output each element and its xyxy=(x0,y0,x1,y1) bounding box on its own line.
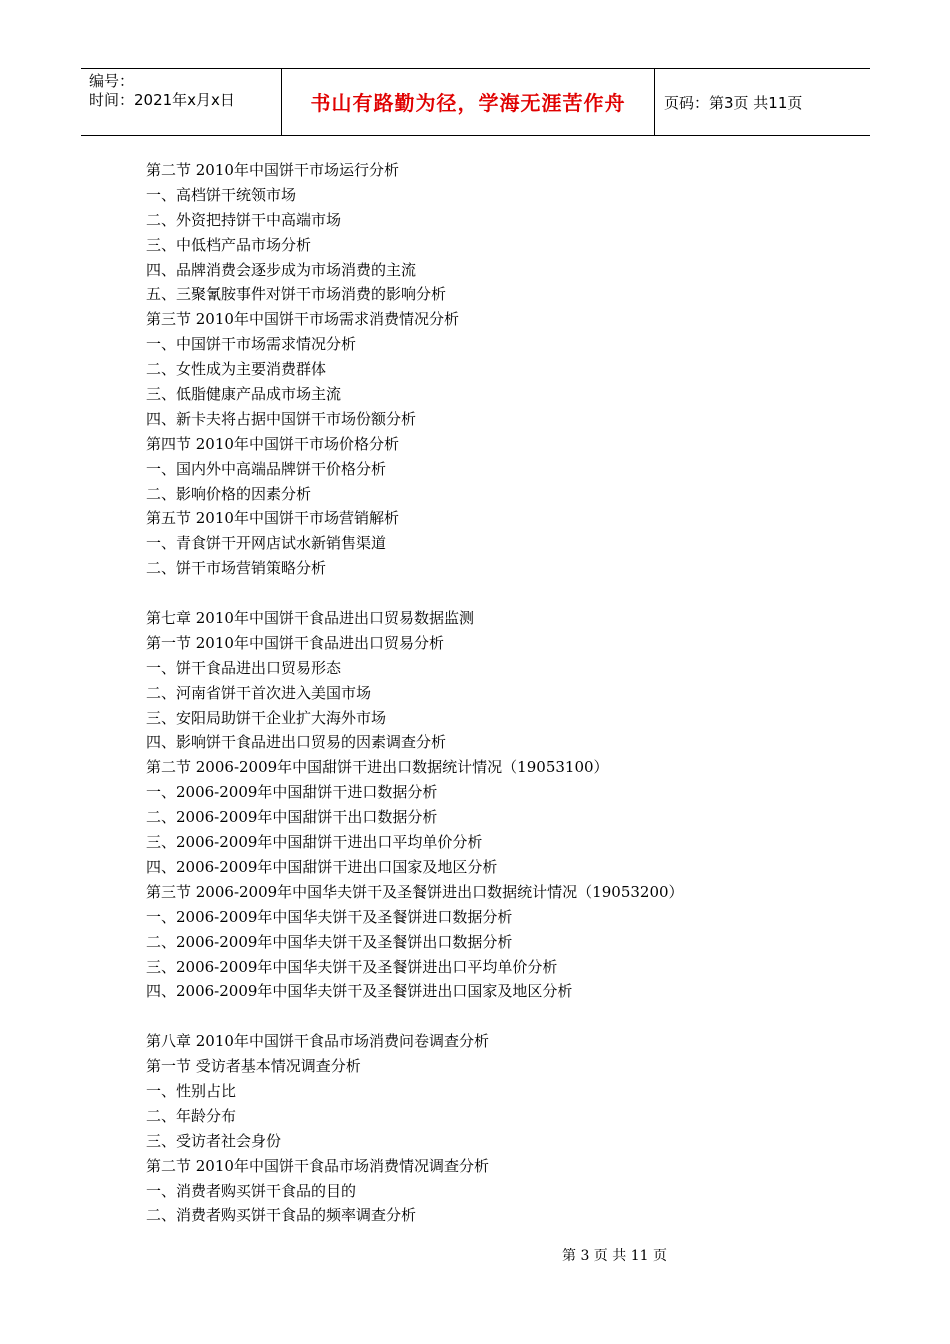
toc-entry: 五、三聚氰胺事件对饼干市场消费的影响分析 xyxy=(146,285,447,304)
toc-entry: 四、新卡夫将占据中国饼干市场份额分析 xyxy=(146,409,417,428)
footer-page-number: 第 3 页 共 11 页 xyxy=(562,1248,667,1264)
toc-entry: 一、国内外中高端品牌饼干价格分析 xyxy=(146,459,387,478)
toc-entry: 一、消费者购买饼干食品的目的 xyxy=(146,1181,357,1200)
toc-entry: 第四节 2010年中国饼干市场价格分析 xyxy=(146,434,399,453)
toc-entry: 二、2006-2009年中国甜饼干出口数据分析 xyxy=(146,808,438,827)
toc-entry: 第八章 2010年中国饼干食品市场消费问卷调查分析 xyxy=(146,1032,489,1051)
toc-entry: 二、饼干市场营销策略分析 xyxy=(146,559,327,578)
toc-entry: 三、2006-2009年中国甜饼干进出口平均单价分析 xyxy=(146,833,483,852)
toc-spacer xyxy=(146,1004,846,1029)
toc-entry: 第一节 2010年中国饼干食品进出口贸易分析 xyxy=(146,633,444,652)
header-page-info: 页码：第3页 共11页 xyxy=(664,94,803,112)
toc-entry: 一、2006-2009年中国华夫饼干及圣餐饼进口数据分析 xyxy=(146,907,513,926)
page-header xyxy=(81,68,870,136)
toc-spacer xyxy=(146,581,846,606)
toc-entry: 二、2006-2009年中国华夫饼干及圣餐饼出口数据分析 xyxy=(146,932,513,951)
toc-entry: 三、2006-2009年中国华夫饼干及圣餐饼进出口平均单价分析 xyxy=(146,957,558,976)
toc-entry: 第三节 2010年中国饼干市场需求消费情况分析 xyxy=(146,310,459,329)
toc-entry: 三、低脂健康产品成市场主流 xyxy=(146,385,342,404)
toc-entry: 三、受访者社会身份 xyxy=(146,1131,282,1150)
toc-entry: 四、影响饼干食品进出口贸易的因素调查分析 xyxy=(146,733,447,752)
toc-entry: 一、饼干食品进出口贸易形态 xyxy=(146,658,342,677)
toc-entry: 二、消费者购买饼干食品的频率调查分析 xyxy=(146,1206,417,1225)
document-number-label: 编号： xyxy=(89,72,135,90)
header-meta xyxy=(81,69,282,135)
toc-entry: 二、女性成为主要消费群体 xyxy=(146,360,327,379)
toc-entry: 二、年龄分布 xyxy=(146,1106,237,1125)
table-of-contents xyxy=(146,158,846,1228)
toc-entry: 一、高档饼干统领市场 xyxy=(146,185,297,204)
toc-entry: 一、2006-2009年中国甜饼干进口数据分析 xyxy=(146,783,438,802)
toc-entry: 第五节 2010年中国饼干市场营销解析 xyxy=(146,509,399,528)
toc-entry: 二、河南省饼干首次进入美国市场 xyxy=(146,683,372,702)
document-date: 时间：2021年x月x日 xyxy=(89,91,235,109)
toc-entry: 四、2006-2009年中国甜饼干进出口国家及地区分析 xyxy=(146,857,498,876)
toc-entry: 第二节 2010年中国饼干市场运行分析 xyxy=(146,161,399,179)
toc-entry: 三、中低档产品市场分析 xyxy=(146,235,312,254)
header-motto: 书山有路勤为径，学海无涯苦作舟 xyxy=(310,91,626,115)
toc-entry: 二、外资把持饼干中高端市场 xyxy=(146,210,342,229)
toc-entry: 第三节 2006-2009年中国华夫饼干及圣餐饼进出口数据统计情况（19053200） xyxy=(146,882,684,901)
toc-entry: 一、中国饼干市场需求情况分析 xyxy=(146,335,357,354)
toc-entry: 一、性别占比 xyxy=(146,1081,237,1100)
toc-entry: 第二节 2010年中国饼干食品市场消费情况调查分析 xyxy=(146,1156,489,1175)
toc-entry: 二、影响价格的因素分析 xyxy=(146,484,312,503)
header-motto-cell xyxy=(282,69,655,135)
toc-entry: 第七章 2010年中国饼干食品进出口贸易数据监测 xyxy=(146,609,474,628)
toc-entry: 三、安阳局助饼干企业扩大海外市场 xyxy=(146,708,387,727)
toc-entry: 第一节 受访者基本情况调查分析 xyxy=(146,1057,361,1076)
toc-entry: 四、品牌消费会逐步成为市场消费的主流 xyxy=(146,260,417,279)
toc-entry: 一、青食饼干开网店试水新销售渠道 xyxy=(146,534,387,553)
toc-entry: 四、2006-2009年中国华夫饼干及圣餐饼进出口国家及地区分析 xyxy=(146,982,573,1001)
toc-entry: 第二节 2006-2009年中国甜饼干进出口数据统计情况（19053100） xyxy=(146,758,609,777)
